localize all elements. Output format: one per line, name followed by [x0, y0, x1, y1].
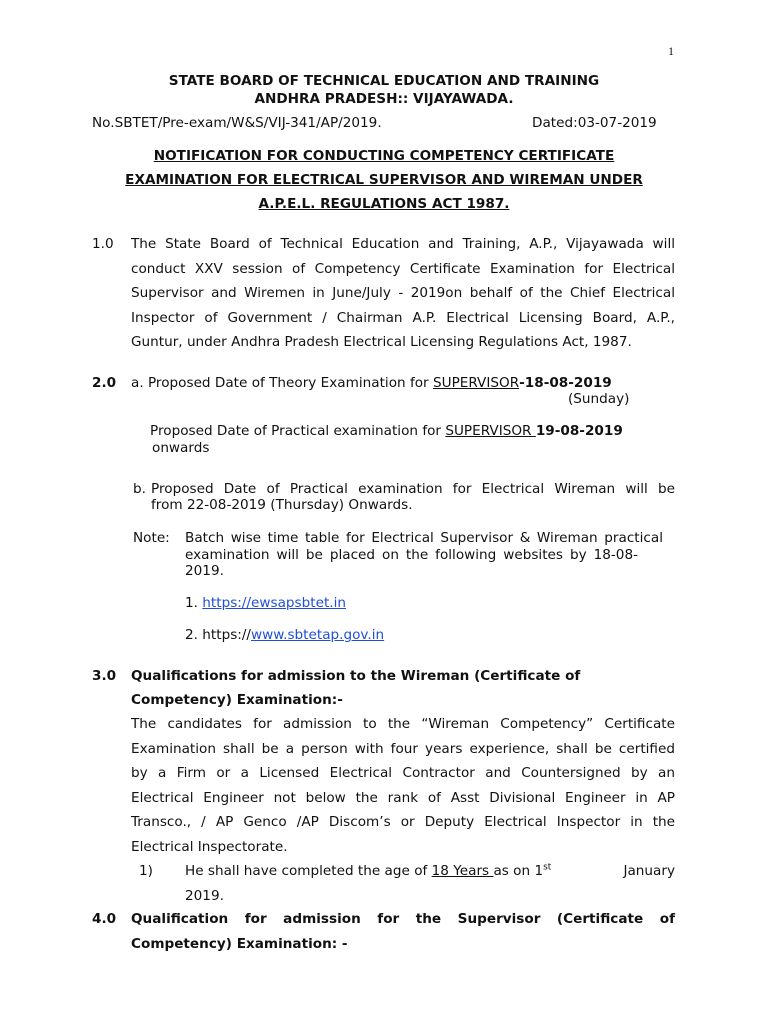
reference-number: No.SBTET/Pre-exam/W&S/VIJ-341/AP/2019. — [92, 115, 382, 131]
section-3-line: Electrical Engineer not below the rank of Asst Divisional Engineer in AP — [131, 790, 675, 806]
section-4-heading-line2: Competency) Examination: - — [131, 936, 348, 952]
page-number: 1 — [668, 44, 674, 58]
section-4-heading-line1: Qualification for admission for the Supervisor (Certificate of — [131, 911, 675, 927]
age-requirement-line2: 2019. — [185, 888, 224, 904]
website-item-1 — [185, 595, 346, 611]
website-item-2-prefix: 2. https:// — [185, 627, 252, 643]
website-item-2 — [185, 627, 384, 643]
note-line3: 2019. — [185, 563, 224, 579]
theory-exam-date-line — [131, 375, 612, 391]
notification-title-line3: A.P.E.L. REGULATIONS ACT 1987. — [258, 196, 510, 212]
wireman-practical-line2: from 22-08-2019 (Thursday) Onwards. — [151, 497, 413, 513]
practical-supervisor-line — [150, 423, 623, 439]
section-3-line: Electrical Inspectorate. — [131, 839, 288, 855]
practical-supervisor-date: 19-08-2019 — [535, 423, 623, 439]
practical-supervisor-label: Proposed Date of Practical examination for — [150, 423, 446, 439]
section-3-line: by a Firm or a Licensed Electrical Contractor and Countersigned by an — [131, 765, 675, 781]
section-2-number: 2.0 — [92, 375, 117, 391]
theory-exam-label: a. Proposed Date of Theory Examination for — [131, 375, 433, 391]
section-4-number: 4.0 — [92, 911, 117, 927]
section-1-line: Guntur, under Andhra Pradesh Electrical Licensing Regulations Act, 1987. — [131, 334, 632, 350]
header-location: ANDHRA PRADESH:: VIJAYAWADA. — [254, 91, 514, 107]
section-1-line: The State Board of Technical Education and Training, A.P., Vijayawada will — [131, 236, 675, 252]
age-requirement-text — [185, 863, 551, 879]
theory-exam-date: -18-08-2019 — [519, 375, 612, 391]
age-requirement-month: January — [623, 863, 675, 879]
section-3-heading-line1: Qualifications for admission to the Wireman (Certificate of — [131, 668, 581, 684]
section-3-line: Transco., / AP Genco /AP Discom’s or Deputy Electrical Inspector in the — [131, 814, 675, 830]
wireman-item-label: b. — [133, 481, 146, 497]
section-3-line: Examination shall be a person with four years experience, shall be certified — [131, 741, 675, 757]
section-1-number: 1.0 — [92, 236, 114, 252]
theory-exam-day: (Sunday) — [568, 391, 630, 407]
website-link-1[interactable]: https://ewsapsbtet.in — [202, 595, 346, 611]
section-3-number: 3.0 — [92, 668, 117, 684]
age-requirement-asof: as on 1 — [493, 863, 544, 879]
practical-supervisor-onwards: onwards — [152, 440, 210, 456]
age-requirement-line1 — [185, 863, 675, 879]
note-label: Note: — [133, 530, 170, 546]
header-board-name: STATE BOARD OF TECHNICAL EDUCATION AND TRAINING — [168, 73, 600, 89]
age-requirement-ordinal: st — [543, 862, 552, 873]
age-requirement-age: 18 Years — [431, 863, 494, 879]
section-1-line: Inspector of Government / Chairman A.P. Electrical Licensing Board, A.P., — [131, 310, 675, 326]
section-1-line: Supervisor and Wiremen in June/July - 2019on behalf of the Chief Electrical — [131, 285, 675, 301]
notification-title-line1: NOTIFICATION FOR CONDUCTING COMPETENCY CERTIFICATE — [153, 148, 615, 164]
age-item-number: 1) — [139, 863, 153, 879]
theory-exam-role: SUPERVISOR — [432, 375, 520, 391]
section-1-line: conduct XXV session of Competency Certificate Examination for Electrical — [131, 261, 675, 277]
reference-date: Dated:03-07-2019 — [532, 115, 657, 131]
wireman-practical-line1: Proposed Date of Practical examination for Electrical Wireman will be — [151, 481, 675, 497]
note-line1: Batch wise time table for Electrical Supervisor & Wireman practical — [185, 530, 663, 546]
website-item-1-number: 1. — [185, 595, 203, 611]
age-requirement-prefix: He shall have completed the age of — [185, 863, 432, 879]
section-3-line: The candidates for admission to the “Wireman Competency” Certificate — [131, 716, 675, 732]
note-line2: examination will be placed on the following websites by 18-08- — [185, 547, 638, 563]
practical-supervisor-role: SUPERVISOR — [445, 423, 536, 439]
section-3-heading-line2: Competency) Examination:- — [131, 692, 343, 708]
website-link-2[interactable]: www.sbtetap.gov.in — [251, 627, 385, 643]
notification-title-line2: EXAMINATION FOR ELECTRICAL SUPERVISOR AND WIREMAN UNDER — [125, 172, 643, 188]
